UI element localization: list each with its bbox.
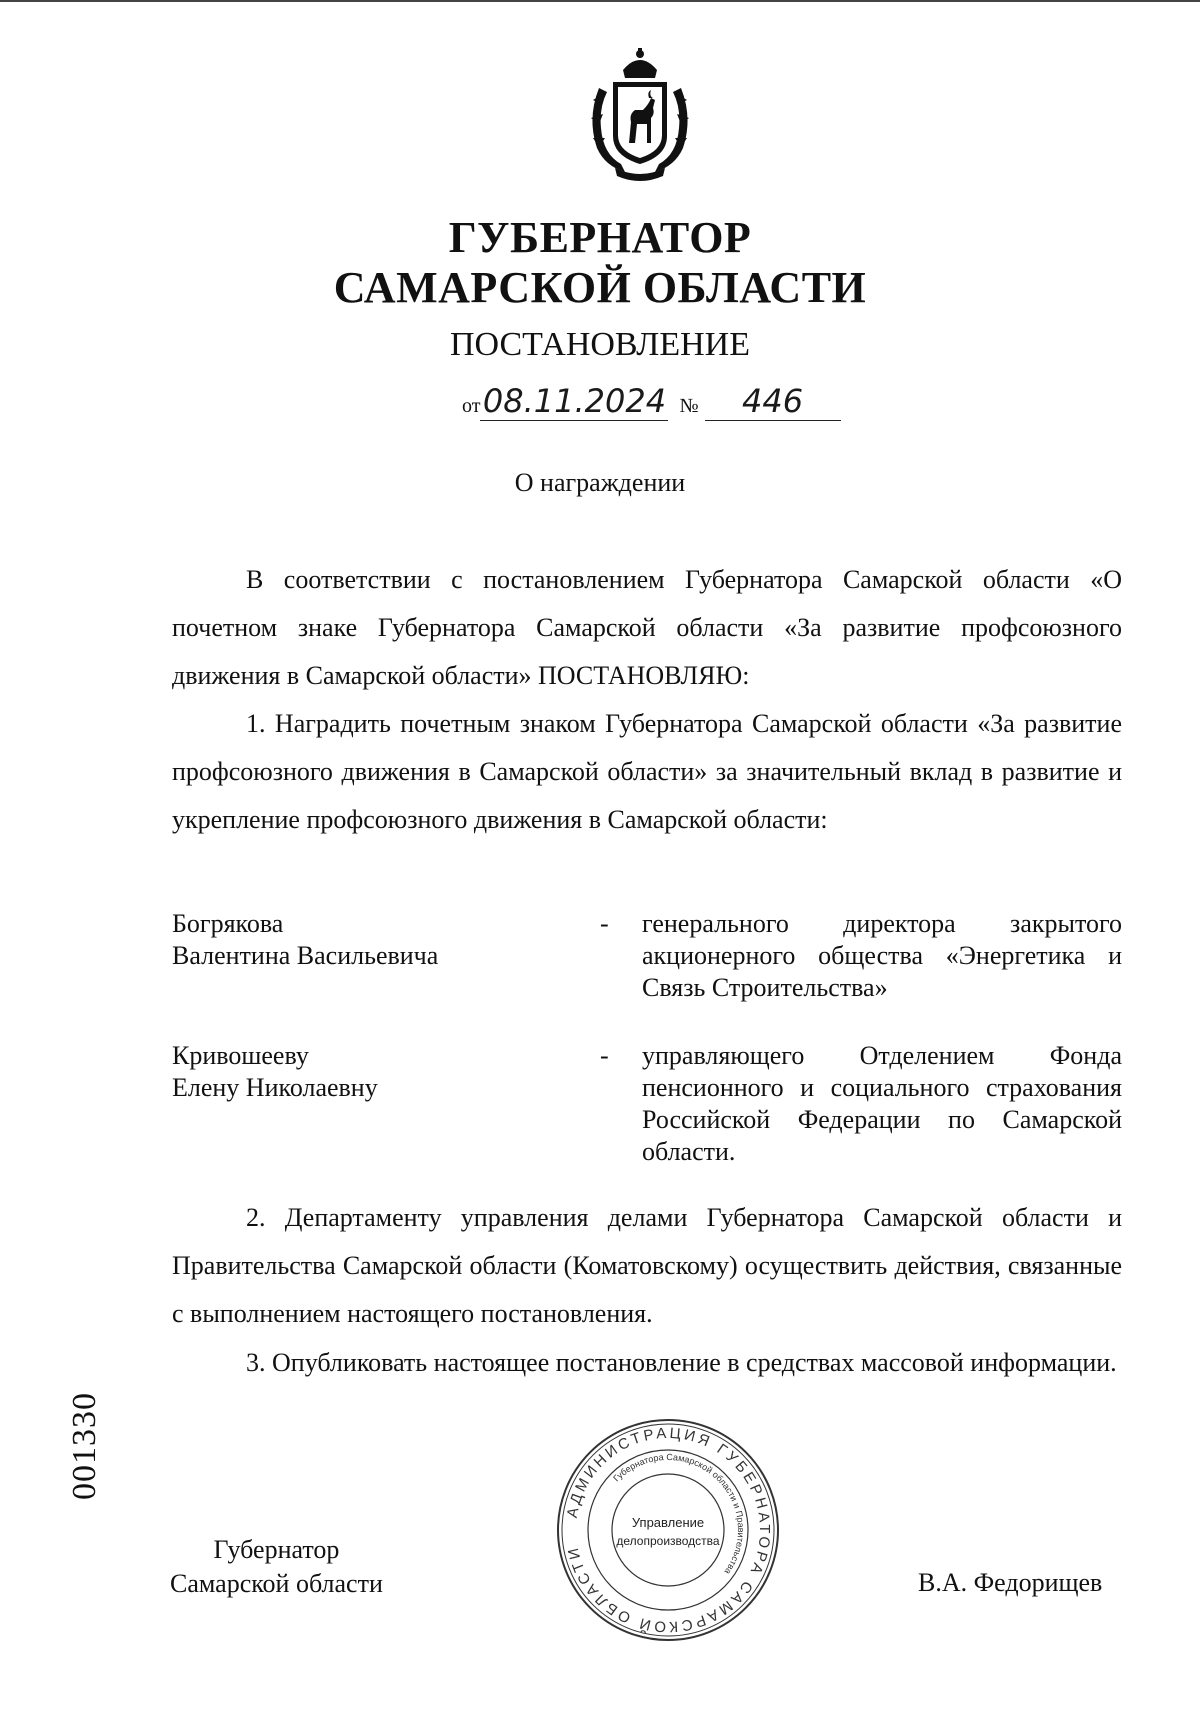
- document-type: ПОСТАНОВЛЕНИЕ: [449, 326, 751, 363]
- signatory-title-line2: Самарской области: [170, 1569, 383, 1598]
- signatory-title: [170, 1533, 383, 1601]
- signatory-title-line1: Губернатор: [213, 1535, 340, 1564]
- date-field: [480, 382, 668, 421]
- awardee-name: [172, 1040, 572, 1104]
- clause-3-paragraph: 3. Опубликовать настоящее постановление в средствах массовой информации.: [246, 1348, 1117, 1377]
- date-number-line: [462, 382, 841, 421]
- registration-number: 001330: [66, 1392, 103, 1500]
- stamp-center-line2: делопроизводства: [616, 1534, 720, 1548]
- signatory-name: В.А. Федорищев: [918, 1568, 1103, 1597]
- stamp-inner-text: Губернатора Самарской области и Правительства: [611, 1451, 747, 1577]
- issuer-title-line2: САМАРСКОЙ ОБЛАСТИ: [333, 263, 867, 312]
- document-date: 08.11.2024: [482, 382, 667, 420]
- clause-1-paragraph: 1. Наградить почетным знаком Губернатора Самарской области «За развитие профсоюзного движения в Самарской области» за значительный вклад в развитие и укрепление профсоюзного движения в Самарской области:: [172, 709, 1122, 834]
- date-from-label: от: [462, 395, 481, 417]
- awardee-surname: Богрякова: [172, 909, 284, 938]
- official-stamp: [553, 1415, 783, 1645]
- document-number: 446: [742, 382, 804, 420]
- preamble-paragraph: В соответствии с постановлением Губернатора Самарской области «О почетном знаке Губернатора Самарской области «За развитие профсоюзного движения в Самарской области» ПОСТАНОВЛЯЮ:: [172, 565, 1122, 690]
- stamp-center-line1: Управление: [631, 1515, 705, 1530]
- awardee-given-names: Елену Николаевну: [172, 1073, 378, 1102]
- awardee-name: [172, 908, 572, 972]
- awardee-surname: Кривошееву: [172, 1041, 309, 1070]
- awardee-position: управляющего Отделением Фонда пенсионного и социального страхования Российской Федерации по Самарской области.: [642, 1041, 1122, 1166]
- clause-2-paragraph: 2. Департаменту управления делами Губернатора Самарской области и Правительства Самарской области (Коматовскому) осуществить действия, связанные с выполнением настоящего постановления.: [172, 1203, 1122, 1328]
- scan-edge-line: [0, 0, 1200, 2]
- awardee-dash: -: [600, 1041, 609, 1070]
- samara-coat-of-arms-icon: [585, 48, 695, 184]
- awardee-given-names: Валентина Васильевича: [172, 941, 439, 970]
- awardee-dash: -: [600, 909, 609, 938]
- awardee-position: генерального директора закрытого акционерного общества «Энергетика и Связь Строительства»: [642, 909, 1122, 1002]
- issuer-title-line1: ГУБЕРНАТОР: [448, 213, 752, 262]
- number-field: [705, 382, 841, 421]
- stamp-outer-text: АДМИНИСТРАЦИЯ ГУБЕРНАТОРА САМАРСКОЙ ОБЛАСТИ: [563, 1424, 774, 1636]
- number-label: №: [679, 395, 699, 417]
- document-subject: О награждении: [514, 468, 686, 497]
